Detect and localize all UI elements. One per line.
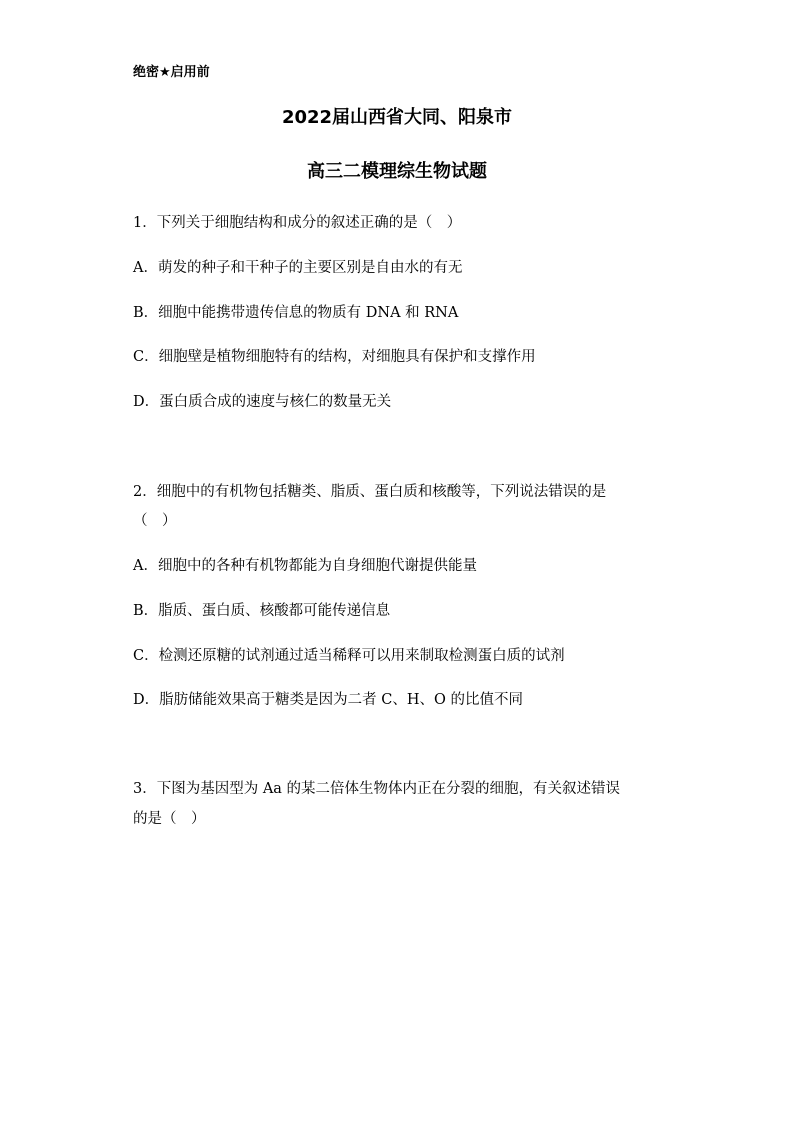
- question-1-option-d: D．蛋白质合成的速度与核仁的数量无关: [133, 394, 392, 410]
- exam-title-line1: 2022届山西省大同、阳泉市: [281, 107, 513, 128]
- question-2-stem-line2: （ ）: [133, 513, 177, 529]
- confidential-label: 绝密★启用前: [133, 65, 210, 80]
- question-1-option-b: B．细胞中能携带遗传信息的物质有 DNA 和 RNA: [133, 305, 459, 321]
- question-1-option-a: A．萌发的种子和干种子的主要区别是自由水的有无: [133, 260, 463, 276]
- question-2-option-b: B．脂质、蛋白质、核酸都可能传递信息: [133, 603, 391, 619]
- question-2-option-a: A．细胞中的各种有机物都能为自身细胞代谢提供能量: [133, 558, 477, 574]
- question-2-stem-line1: 2．细胞中的有机物包括糖类、脂质、蛋白质和核酸等，下列说法错误的是: [133, 484, 607, 500]
- question-2-option-d: D．脂肪储能效果高于糖类是因为二者 C、H、O 的比值不同: [133, 692, 523, 708]
- exam-title-line2: 高三二模理综生物试题: [307, 161, 487, 182]
- question-3-stem-line2: 的是（ ）: [133, 811, 206, 827]
- question-1-option-c: C．细胞壁是植物细胞特有的结构，对细胞具有保护和支撑作用: [133, 349, 536, 365]
- question-2-option-c: C．检测还原糖的试剂通过适当稀释可以用来制取检测蛋白质的试剂: [133, 648, 565, 664]
- question-3-stem-line1: 3．下图为基因型为 Aa 的某二倍体生物体内正在分裂的细胞，有关叙述错误: [133, 781, 621, 797]
- question-1-stem: 1．下列关于细胞结构和成分的叙述正确的是（ ）: [133, 215, 462, 231]
